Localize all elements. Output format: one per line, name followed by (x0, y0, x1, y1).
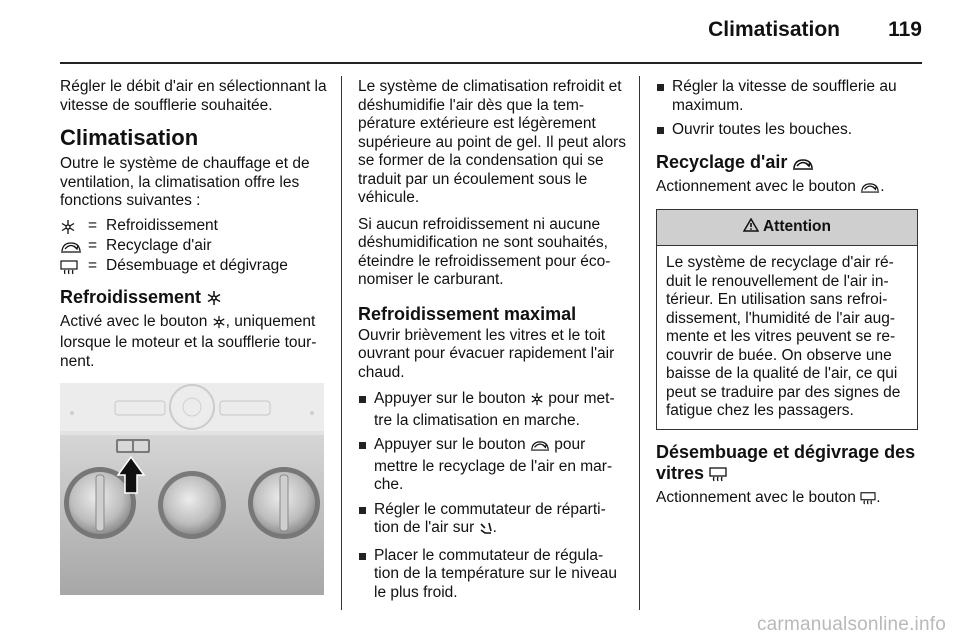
cooling-paragraph (60, 313, 330, 372)
snowflake-icon (530, 392, 544, 412)
warning-title: Attention (762, 218, 831, 236)
cooling-heading (60, 287, 330, 311)
snowflake-icon (206, 290, 222, 311)
page-header (0, 0, 960, 64)
defrost-heading (656, 442, 922, 487)
legend-row-cooling (60, 217, 330, 237)
snowflake-icon (212, 315, 226, 335)
column-divider (639, 76, 640, 610)
section-title: Climatisation (60, 125, 199, 150)
legend-equals: = (88, 257, 98, 275)
list-item (358, 390, 626, 430)
column-2 (358, 78, 626, 608)
legend-label: Refroidissement (106, 217, 218, 235)
defrost-icon (709, 466, 727, 487)
recirculation-paragraph: Actionnement avec le bouton . (656, 178, 922, 200)
defrost-icon (60, 259, 88, 275)
watermark: carmanualsonline.info (756, 614, 946, 635)
cooling-text: , uniquement lorsque le moteur et la soufflerie tour-nent. (60, 312, 317, 370)
list-item: Ouvrir toutes les bouches. (656, 121, 922, 140)
step-text: Appuyer sur le bouton (374, 436, 526, 453)
defrost-title: Désembuage et dégivrage des vitres (656, 441, 916, 483)
footwell-windscreen-icon (479, 522, 493, 541)
legend-row-recirculation (60, 237, 330, 257)
column-1 (60, 78, 330, 595)
defrost-paragraph: Actionnement avec le bouton . (656, 489, 922, 511)
legend-equals: = (88, 237, 98, 255)
snowflake-icon (60, 219, 88, 235)
air-recirculation-icon (792, 155, 814, 176)
column-3 (656, 78, 922, 518)
recirculation-heading (656, 152, 922, 176)
recirculation-title: Recyclage d'air (656, 151, 788, 172)
legend-row-defrost (60, 257, 330, 277)
page-number: 119 (888, 18, 922, 41)
column-divider (341, 76, 342, 610)
step-text: Appuyer sur le bouton (374, 390, 526, 407)
step-text: Régler le commutateur de réparti-tion de l'air sur (374, 500, 606, 536)
step-text: pour mettre le recyclage de l'air en mar-che. (374, 436, 613, 493)
defrost-text: Actionnement avec le bouton (656, 488, 856, 506)
page-title: Climatisation (708, 18, 840, 41)
list-item: Placer le commutateur de régula-tion de la température sur le niveau le plus froid. (358, 547, 626, 603)
function-legend (60, 217, 330, 277)
warning-text: Le système de recyclage d'air ré-duit le renouvellement de l'air in-térieur. En utilisation sans refroi-dissement, l'humidité de l'air aug-mente et les vitres peuvent se re-couvrir de buée. On observe une baisse de la qualité de l'air, ce qui peut se traduire par des signes de fatigue chez les passagers. (666, 254, 901, 419)
header-rule (60, 62, 922, 64)
step-text: pour met-tre la climatisation en marche. (374, 390, 615, 429)
control-panel-illustration (60, 383, 324, 595)
step-text: . (492, 519, 497, 536)
air-recirculation-icon (60, 240, 88, 254)
max-cooling-title: Refroidissement maximal (358, 303, 577, 324)
paragraph: Ouvrir brièvement les vitres et le toit ouvrant pour évacuer rapidement l'air chaud. (358, 326, 615, 381)
warning-triangle-icon (743, 218, 759, 238)
section-intro: Outre le système de chauffage et de ventilation, la climatisation offre les fonctions suivantes : (60, 155, 310, 209)
cooling-text: Activé avec le bouton (60, 312, 208, 330)
paragraph: Le système de climatisation refroidit et déshumidifie l'air dès que la tem-pérature extérieure est légèrement supérieure au point de gel. Il peut alors se former de la condensation qui se traduit par un écoulement sous le véhicule. (358, 78, 626, 206)
air-recirculation-icon (530, 439, 550, 458)
list-item: Régler la vitesse de soufflerie au maximum. (656, 78, 922, 115)
paragraph: Si aucun refroidissement ni aucune déshumidification ne sont souhaités, éteindre le refroidissement pour éco-nomiser le carburant. (358, 215, 611, 288)
warning-box (656, 209, 918, 430)
defrost-icon (860, 491, 876, 511)
max-cooling-steps-cont (656, 78, 922, 140)
legend-label: Recyclage d'air (106, 237, 212, 255)
cooling-title: Refroidissement (60, 286, 202, 307)
intro-paragraph: Régler le débit d'air en sélectionnant la vitesse de soufflerie souhaitée. (60, 78, 327, 114)
legend-equals: = (88, 217, 98, 235)
recirculation-text: Actionnement avec le bouton (656, 177, 856, 195)
max-cooling-steps (358, 390, 626, 602)
list-item (358, 436, 626, 495)
legend-label: Désembuage et dégivrage (106, 257, 288, 275)
list-item (358, 501, 626, 541)
warning-header (657, 210, 917, 246)
air-recirculation-icon (860, 181, 880, 200)
